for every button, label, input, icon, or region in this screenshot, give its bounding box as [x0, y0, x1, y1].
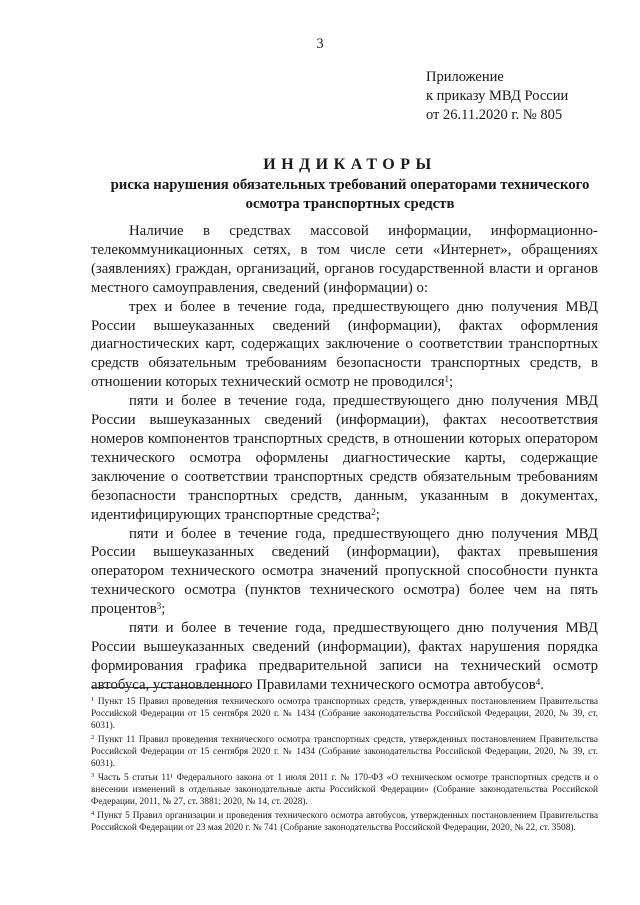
title-line-3: осмотра транспортных средств	[245, 195, 455, 212]
appendix-line-2: к приказу МВД России	[426, 88, 569, 104]
footnote: $^4$ Пункт 5 Правил организации и проведения технического осмотра автобусов, утвержденных постановлением Правительства Российской Федерации от 23 мая 2020 г. № 741 (Собрание законодательства Российской Федерации, 2020, № 22, ст. 3508).	[91, 810, 598, 833]
footnote-separator	[91, 687, 248, 688]
appendix-line-3: от 26.11.2020 г. № 805	[426, 107, 563, 123]
document-title	[60, 154, 640, 213]
footnote: $^1$ Пункт 15 Правил проведения технического осмотра транспортных средств, утвержденных постановлением Правительства Российской Федерации от 15 сентября 2020 г. № 1434 (Собрание законодательства Российской Федерации, 2020, № 39, ст. 6031).	[91, 696, 598, 731]
body-text	[91, 222, 598, 695]
footnote: $^3$ Часть 5 статьи 11¹ Федерального закона от 1 июля 2011 г. № 170-ФЗ «О техническом осмотре транспортных средств и о внесении изменений в отдельные законодательные акты Российской Федерации» (Собрание законодательства Российской Федерации, 2011, № 27, ст. 3881; 2020, № 14, ст. 2028).	[91, 772, 598, 807]
footnote-ref: 2	[371, 506, 376, 517]
footnote-ref: 1	[444, 374, 450, 385]
page-number: 3	[316, 36, 324, 52]
appendix-line-1: Приложение	[426, 69, 504, 85]
footnote-ref: 3	[156, 601, 162, 612]
title-line-2: риска нарушения обязательных требований операторами технического	[110, 177, 590, 193]
paragraph-item: трех и более в течение года, предшествующего дню получения МВД России вышеуказанных сведений (информации), фактах оформления диагностических карт, содержащих заключение о соответствии транспортных средств обязательным требованиям безопасности транспортных средств, в отношении которых технический осмотр не проводился$^1$;	[91, 298, 598, 391]
footnote-ref: 4	[535, 676, 541, 687]
footnotes	[91, 696, 598, 836]
appendix-note	[426, 68, 568, 125]
paragraph-intro: Наличие в средствах массовой информации, информационно-телекоммуникационных сетях, в том числе сети «Интернет», обращениях (заявлениях) граждан, организаций, органов государственной власти и органов местного самоуправления, сведений (информации) о:	[91, 223, 598, 296]
footnote: $^2$ Пункт 11 Правил проведения технического осмотра транспортных средств, утвержденных постановлением Правительства Российской Федерации от 15 сентября 2020 г. № 1434 (Собрание законодательства Российской Федерации, 2020, № 39, ст. 6031).	[91, 734, 598, 769]
title-main: ИНДИКАТОРЫ	[263, 156, 437, 173]
paragraph-item: пяти и более в течение года, предшествующего дню получения МВД России вышеуказанных сведений (информации), фактах несоответствия номеров компонентов транспортных средств, в отношении которых оператором технического осмотра оформлены диагностические карты, содержащие заключение о соответствии транспортных средств обязательным требованиям безопасности транспортных средств, данным, указанным в документах, идентифицирующих транспортные средства$^2$;	[91, 393, 598, 523]
paragraph-item: пяти и более в течение года, предшествующего дню получения МВД России вышеуказанных сведений (информации), фактах нарушения порядка формирования графика предварительной записи на технический осмотр автобуса, установленного Правилами технического осмотра автобусов$^4$.	[91, 620, 598, 693]
paragraph-item: пяти и более в течение года, предшествующего дню получения МВД России вышеуказанных сведений (информации), фактах превышения оператором технического осмотра значений пропускной способности пункта технического осмотра (пунктов технического осмотра) более чем на пять процентов$^3$;	[91, 525, 598, 618]
